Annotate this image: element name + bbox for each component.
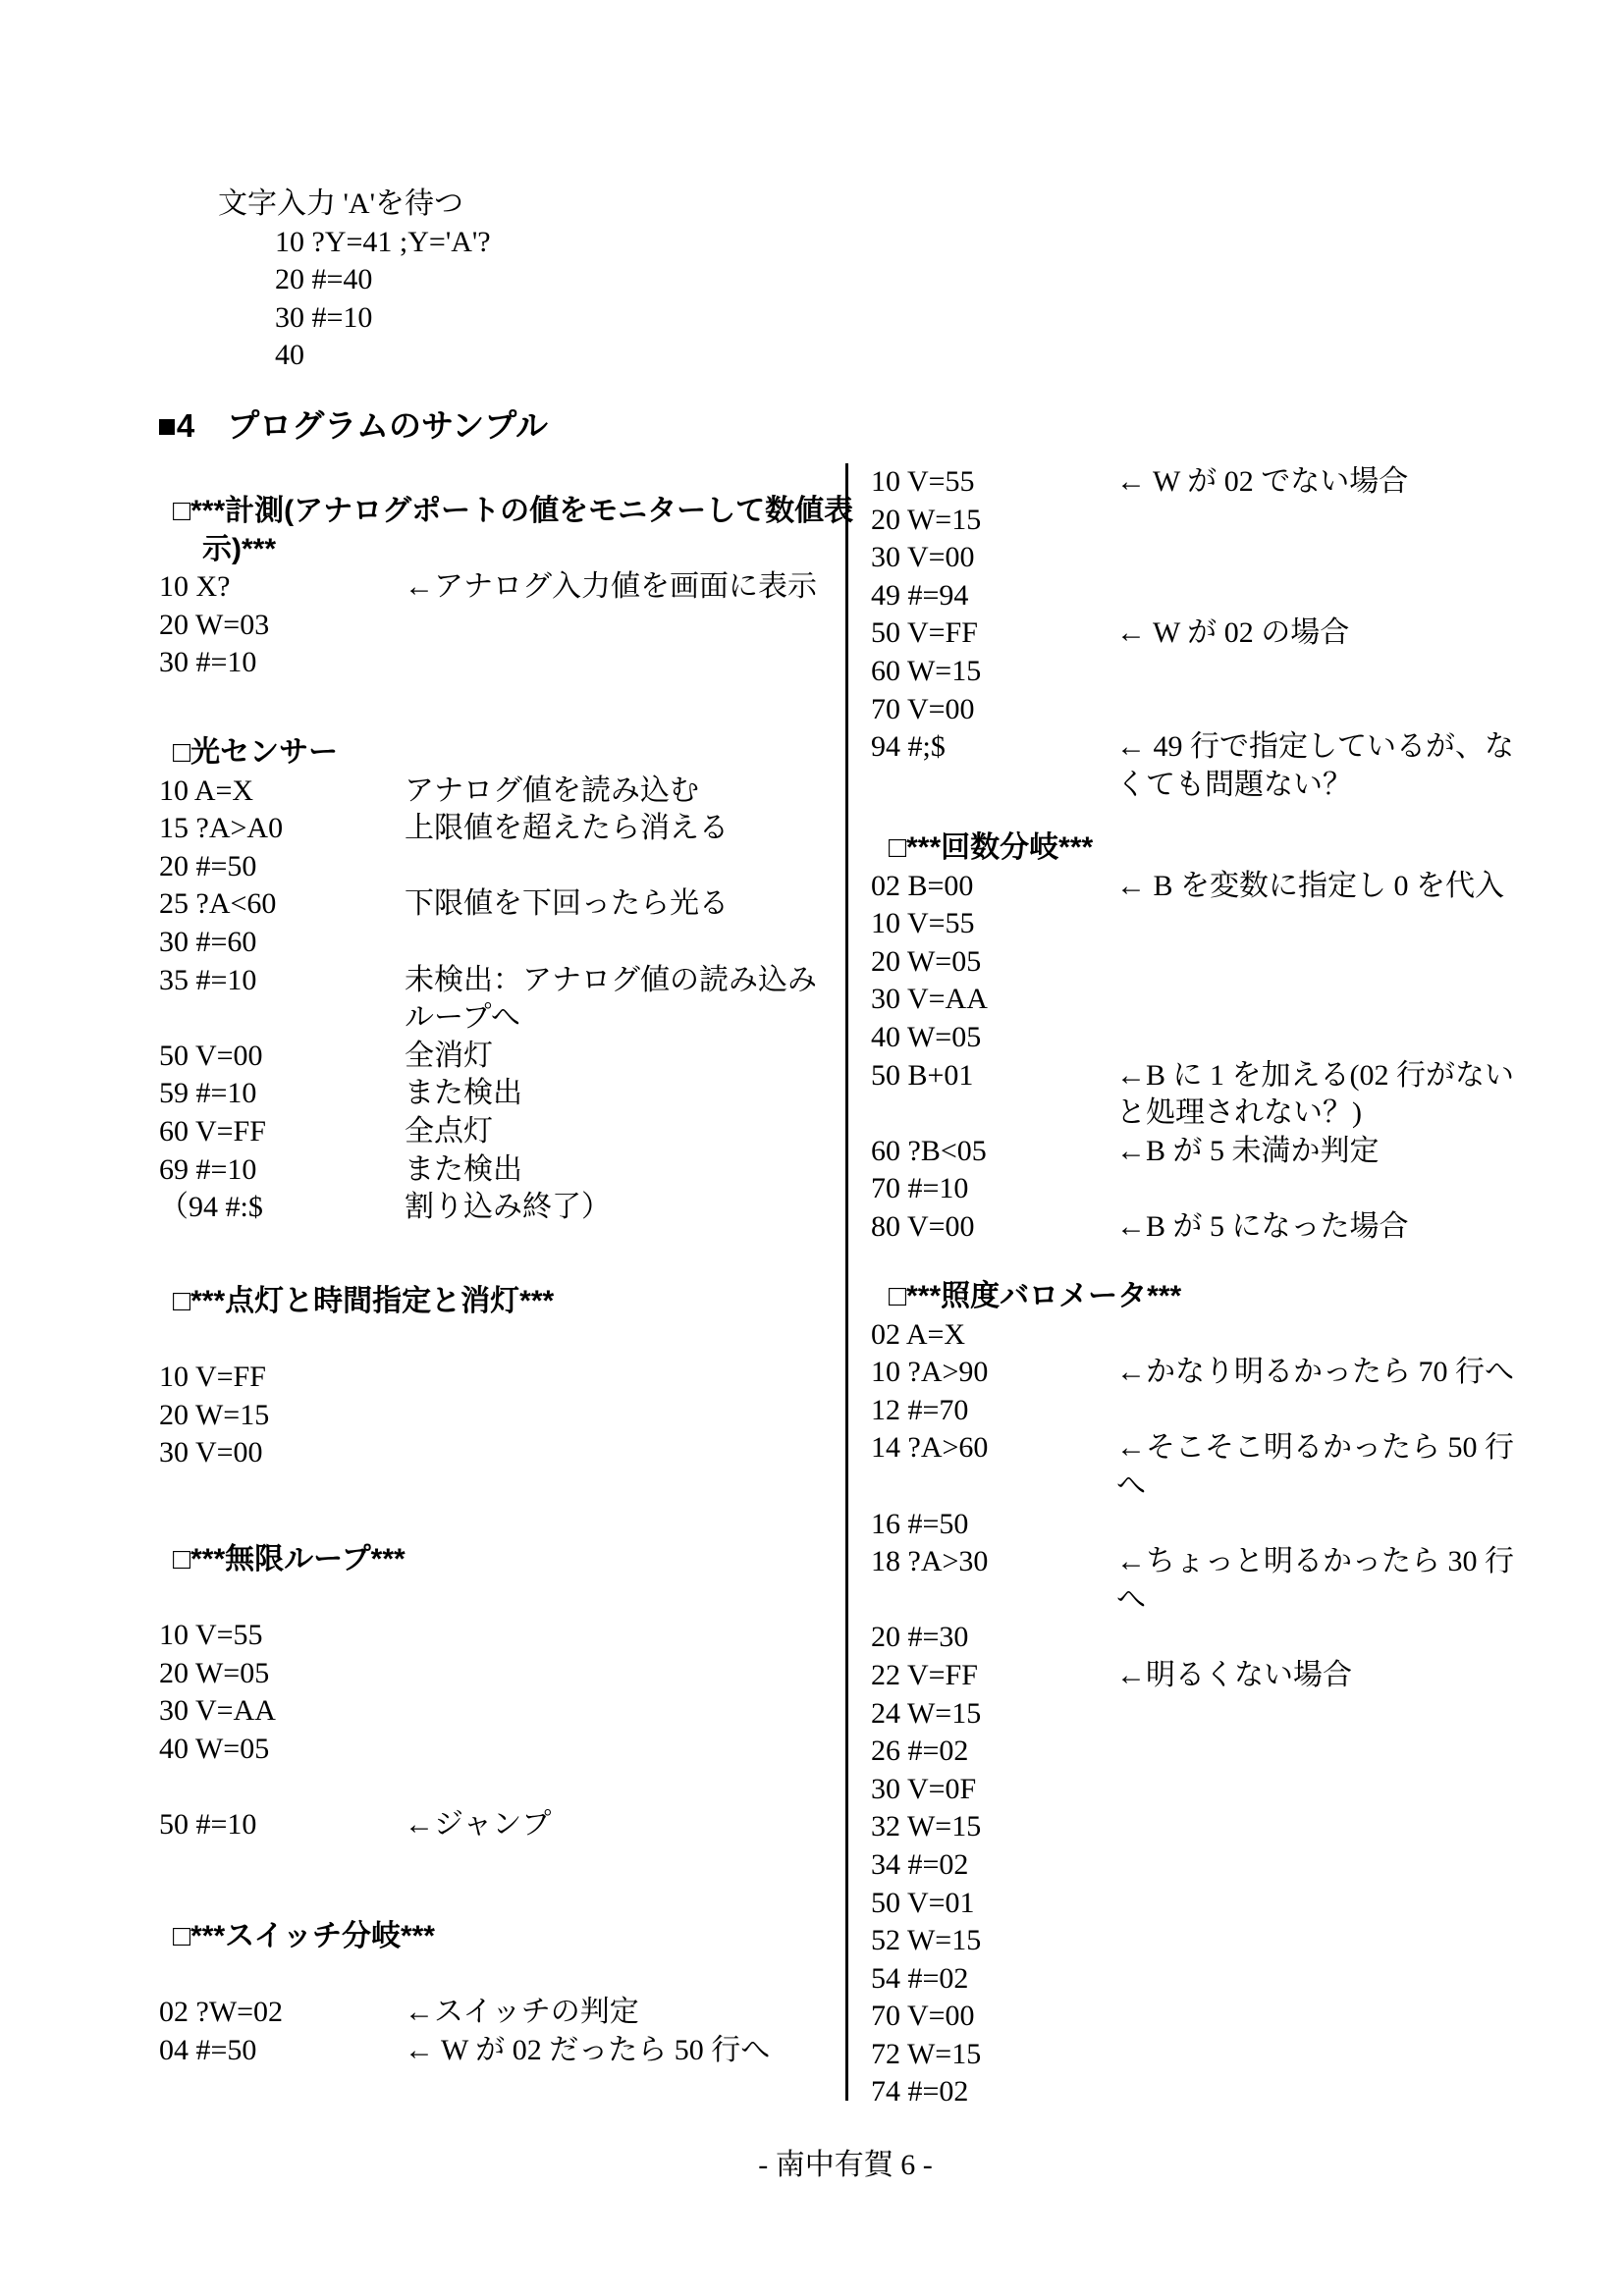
code-row [159,1038,851,1076]
program-section [871,463,1563,804]
comment-text: 全点灯 [405,1114,493,1148]
code-text: 40 W=05 [159,1732,270,1765]
program-section [871,829,1563,1247]
comment-text [1116,1170,1563,1208]
comment-text: ←B が 5 未満か判定 [1116,1134,1380,1167]
comment-text [1116,1506,1563,1544]
code-text: 02 A=X [871,1317,966,1351]
code-row [159,1956,851,1995]
comment-text: ← W が 02 だったら 50 行へ [405,2033,771,2066]
code-text: 80 V=00 [871,1209,975,1243]
code-row [159,1769,851,1807]
section-title: □***スイッチ分岐*** [173,1920,435,1952]
comment-text: ←かなり明るかったら 70 行へ [1116,1356,1514,1389]
code-text: 10 ?A>90 [871,1356,989,1389]
code-text: 30 #=10 [159,646,257,679]
code-text: 25 ?A<60 [159,887,277,921]
comment-text [405,1579,851,1618]
code-row [871,1846,1563,1885]
code-text [159,1956,405,1995]
comment-text [405,1769,851,1807]
code-text: 50 V=00 [159,1039,263,1072]
comment-text: ← W が 02 の場合 [1116,616,1350,650]
code-text: 60 ?B<05 [871,1134,987,1167]
comment-text: へ [1116,1468,1146,1502]
code-row [159,1692,851,1731]
comment-text [405,1655,851,1693]
code-row [871,1316,1563,1355]
comment-text [405,1692,851,1731]
code-row [871,1695,1563,1734]
intro-label: 文字入力 'A'を待つ [218,187,463,220]
intro-code-line: 10 ?Y=41 ;Y='A'? [275,225,491,258]
code-row [871,943,1563,982]
code-text: 49 #=94 [871,578,969,612]
code-row [159,962,851,1000]
comment-text [1116,502,1563,540]
comment-text [1116,1885,1563,1923]
code-row [871,1392,1563,1430]
intro-code-line: 20 #=40 [275,263,373,296]
comment-text [1116,1392,1563,1430]
code-row [871,728,1563,767]
code-row [159,607,851,645]
code-row [871,1057,1563,1095]
code-text: 26 #=02 [871,1735,969,1768]
code-row [871,1733,1563,1771]
code-text: 30 #=60 [159,925,257,958]
code-row [871,691,1563,729]
section-title: □***計測(アナログポートの値をモニターして数値表 [173,495,854,527]
code-row [871,463,1563,502]
code-text [871,1095,1116,1133]
comment-text [405,848,851,886]
code-text [159,1579,405,1618]
section-4-heading: ■4 プログラムのサンプル [157,407,548,444]
comment-text [1116,1922,1563,1960]
code-row [159,1359,851,1397]
code-row [871,1170,1563,1208]
code-text [159,1321,405,1360]
code-row [159,1731,851,1769]
code-text: 70 V=00 [871,692,975,725]
comment-text: 下限値を下回ったら光る [405,887,729,921]
code-text: 50 V=FF [871,616,978,650]
code-row [159,885,851,924]
code-row [871,1885,1563,1923]
code-text: 30 V=0F [871,1772,977,1805]
code-text: 20 W=05 [159,1656,270,1689]
code-row [871,2073,1563,2111]
code-row [871,1657,1563,1695]
code-text: 24 W=15 [871,1696,982,1730]
code-text: 40 W=05 [871,1020,982,1053]
comment-text [1116,981,1563,1019]
code-text: 18 ?A>30 [871,1545,989,1578]
program-section [159,734,851,1227]
code-row [871,981,1563,1019]
code-text: 60 W=15 [871,654,982,687]
code-text: 20 W=05 [871,944,982,978]
program-section [159,493,854,682]
comment-text [405,1434,851,1472]
section-title: 示)*** [202,532,277,565]
comment-text [405,644,851,682]
comment-text [1116,1695,1563,1734]
code-text: 34 #=02 [871,1847,969,1881]
code-row [871,2036,1563,2074]
code-text: 50 B+01 [871,1058,974,1092]
comment-text [405,1359,851,1397]
code-text [871,767,1116,805]
code-row [159,1579,851,1618]
code-text: 10 A=X [159,774,254,807]
section-title: □***無限ループ*** [173,1543,406,1575]
code-text: 54 #=02 [871,1961,969,1995]
code-row [159,1075,851,1113]
comment-text [405,607,851,645]
code-text: 30 V=AA [159,1694,276,1728]
code-text: 32 W=15 [871,1810,982,1843]
comment-text [1116,2073,1563,2111]
comment-text: くても問題ない？ [1116,768,1352,801]
program-section [159,1541,851,1844]
code-text: 10 V=55 [871,465,975,498]
code-row [871,1808,1563,1846]
code-row [871,1019,1563,1057]
code-text: 94 #;$ [871,730,946,764]
code-row [871,1922,1563,1960]
code-text: 20 W=15 [159,1398,270,1431]
code-text: 02 ?W=02 [159,1996,284,2029]
code-row [871,1960,1563,1999]
code-row [871,1771,1563,1809]
code-row [159,568,851,607]
page-footer: - 南中有賀 6 - [758,2149,933,2181]
intro-code-line: 30 #=10 [275,300,373,334]
code-row [871,614,1563,653]
comment-text: ←明るくない場合 [1116,1658,1352,1691]
code-text [871,1581,1116,1620]
code-text [159,1769,405,1807]
comment-text: ←アナログ入力値を画面に表示 [405,570,817,604]
code-row [159,1806,851,1844]
code-row [159,1113,851,1151]
code-text [871,1468,1116,1506]
comment-text: ← 49 行で指定しているが、な [1116,730,1514,764]
code-text: 59 #=10 [159,1077,257,1110]
code-text: 20 #=50 [159,849,257,882]
code-text: 69 #=10 [159,1152,257,1186]
code-text: 10 V=55 [159,1619,263,1652]
comment-text [1116,1808,1563,1846]
comment-text: 上限値を超えたら消える [405,812,729,845]
code-row [159,644,851,682]
code-text: 50 V=01 [871,1886,975,1919]
section-title: □***回数分岐*** [889,831,1094,864]
code-row [871,1133,1563,1171]
code-row [159,1397,851,1435]
code-row [871,577,1563,615]
code-text: 15 ?A>A0 [159,812,284,845]
code-row [159,1189,851,1227]
comment-text: ← B を変数に指定し 0 を代入 [1116,869,1505,902]
comment-text: ←そこそこ明るかったら 50 行 [1116,1431,1514,1465]
intro-code-line: 40 [275,339,304,372]
code-text: 30 V=00 [871,541,975,574]
code-text: 10 X? [159,570,231,604]
code-text: 50 #=10 [159,1808,257,1842]
code-text: 02 B=00 [871,869,974,902]
code-text: 70 V=00 [871,2000,975,2033]
code-row [871,1468,1563,1506]
code-text: 10 V=FF [159,1361,266,1394]
code-text: 30 V=AA [871,983,988,1016]
comment-text [1116,1771,1563,1809]
code-row [871,1619,1563,1657]
code-row [871,868,1563,906]
comment-text: ←ちょっと明るかったら 30 行 [1116,1545,1514,1578]
code-row [871,1354,1563,1392]
program-section [159,1918,851,2069]
comment-text: ←スイッチの判定 [405,1996,639,2029]
code-text: 30 V=00 [159,1436,263,1469]
comment-text: 割り込み終了） [405,1191,611,1224]
section-title: □***照度バロメータ*** [889,1280,1182,1312]
code-text: 35 #=10 [159,963,257,996]
comment-text [405,1321,851,1360]
code-text: 10 V=55 [871,907,975,940]
comment-text: へ [1116,1582,1146,1616]
comment-text [1116,539,1563,577]
comment-text: ←ジャンプ [405,1808,552,1842]
comment-text: ←B に 1 を加える(02 行がない [1116,1058,1514,1092]
comment-text [1116,905,1563,943]
comment-text [1116,653,1563,691]
code-row [159,1617,851,1655]
code-row [159,1321,851,1360]
comment-text [1116,1846,1563,1885]
comment-text [405,1731,851,1769]
comment-text: 未検出：アナログ値の読み込み [405,963,817,996]
section-title: □***点灯と時間指定と消灯*** [173,1285,555,1317]
code-row [871,539,1563,577]
comment-text [1116,2036,1563,2074]
left-column [159,0,854,2296]
code-text: 16 #=50 [871,1507,969,1540]
comment-text [405,1397,851,1435]
code-text: 20 W=15 [871,503,982,536]
code-text: 20 #=30 [871,1621,969,1654]
program-section [159,1283,851,1472]
comment-text [405,1956,851,1995]
comment-text: ← W が 02 でない場合 [1116,465,1409,498]
comment-text [405,1617,851,1655]
code-row [871,1543,1563,1581]
comment-text [1116,943,1563,982]
comment-text [1116,1733,1563,1771]
code-row [871,1095,1563,1133]
section-title: □光センサー [173,736,339,769]
code-row [159,848,851,886]
code-row [871,1506,1563,1544]
code-row [159,2032,851,2070]
comment-text: ←B が 5 になった場合 [1116,1209,1409,1243]
code-row [871,502,1563,540]
code-text: 60 V=FF [159,1114,266,1148]
code-text: 52 W=15 [871,1924,982,1957]
comment-text [1116,577,1563,615]
comment-text: アナログ値を読み込む [405,774,699,807]
comment-text: ループへ [405,1001,520,1035]
code-row [159,1994,851,2032]
code-text: 12 #=70 [871,1393,969,1426]
code-row [871,1208,1563,1247]
code-text: 20 W=03 [159,608,270,641]
comment-text: 全消灯 [405,1039,493,1072]
code-row [871,653,1563,691]
code-text: 74 #=02 [871,2075,969,2109]
code-text [159,999,405,1038]
comment-text [1116,1619,1563,1657]
code-text: 72 W=15 [871,2037,982,2070]
code-text: 70 #=10 [871,1172,969,1205]
code-text: 14 ?A>60 [871,1431,989,1465]
code-row [159,1434,851,1472]
comment-text [1116,691,1563,729]
comment-text [1116,1019,1563,1057]
code-row [871,1429,1563,1468]
code-row [871,767,1563,805]
comment-text: と処理されない？) [1116,1096,1362,1130]
comment-text [1116,1998,1563,2036]
right-column [871,0,1563,2296]
code-row [159,924,851,962]
code-row [159,1151,851,1190]
code-text: （94 #:$ [159,1191,263,1224]
comment-text: また検出 [405,1077,522,1110]
code-row [159,810,851,848]
code-text: 04 #=50 [159,2033,257,2066]
comment-text [1116,1316,1563,1355]
comment-text [1116,1960,1563,1999]
code-text: 22 V=FF [871,1658,978,1691]
comment-text [405,924,851,962]
code-row [871,1998,1563,2036]
code-row [871,1581,1563,1620]
code-row [159,1655,851,1693]
program-section [871,1278,1563,2111]
code-row [159,999,851,1038]
code-row [871,905,1563,943]
comment-text: また検出 [405,1152,522,1186]
code-row [159,773,851,811]
